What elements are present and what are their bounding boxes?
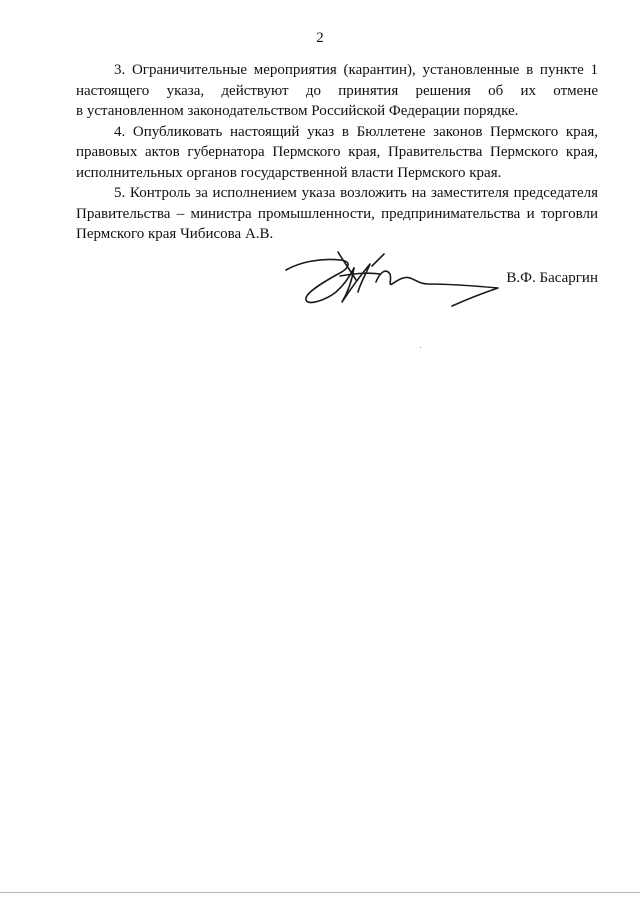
- bottom-scan-edge: [0, 892, 640, 893]
- paragraph-line: исполнительных органов государственной власти Пермского края.: [76, 164, 502, 181]
- paragraph-3: [76, 60, 598, 122]
- paragraph-line: Пермского края Чибисова А.В.: [76, 226, 274, 242]
- paragraph-line: настоящего указа, действуют до принятия решения об их отмене: [76, 82, 598, 99]
- handwritten-signature: [280, 240, 510, 320]
- paragraph-line: Правительства – министра промышленности, предпринимательства и торговли: [76, 205, 598, 222]
- signature-block: [280, 240, 600, 320]
- paragraph-line: 3. Ограничительные мероприятия (карантин), установленные в пункте 1: [114, 62, 598, 78]
- scan-speck: [420, 347, 421, 348]
- paragraph-line: правовых актов губернатора Пермского края, Правительства Пермского края,: [76, 144, 598, 160]
- paragraph-line: 4. Опубликовать настоящий указ в Бюллетене законов Пермского края,: [114, 123, 598, 140]
- paragraph-4: [76, 122, 598, 184]
- document-body: [76, 60, 598, 245]
- paragraph-line: 5. Контроль за исполнением указа возложить на заместителя председателя: [114, 185, 598, 201]
- page-number: 2: [316, 30, 324, 46]
- paragraph-5: [76, 183, 598, 245]
- signer-name: В.Ф. Басаргин: [506, 270, 598, 286]
- paragraph-line: в установленном законодательством Российской Федерации порядке.: [76, 103, 519, 119]
